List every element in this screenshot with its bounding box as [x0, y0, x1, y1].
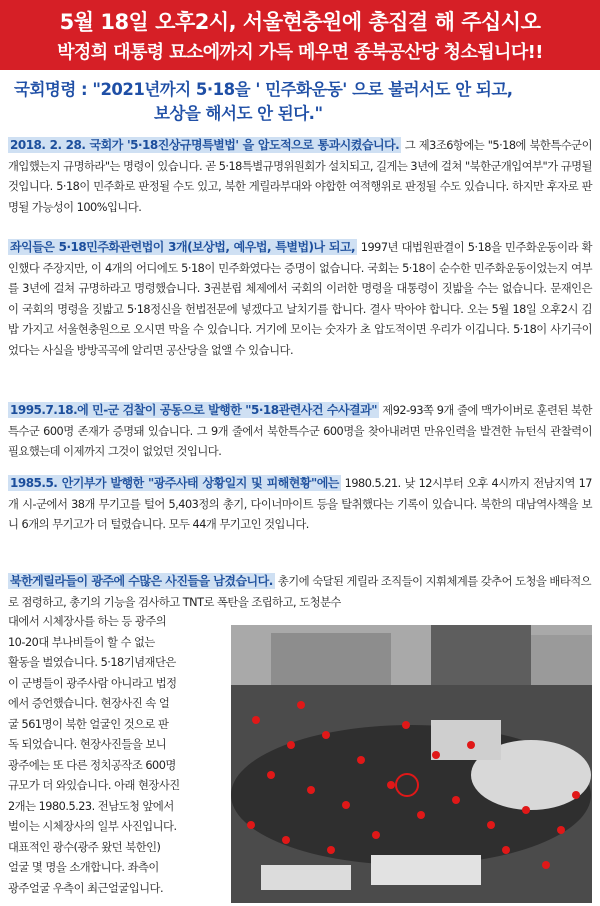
caption-line: 10-20대 부나비들이 할 수 없는: [8, 635, 155, 649]
caption-line: 대에서 시체장사를 하는 등 광주의: [8, 615, 167, 628]
caption-line: 독 되었습니다. 현장사진들을 보니: [8, 738, 167, 751]
caption-line: 에서 증언했습니다. 현장사진 속 얼: [8, 697, 170, 710]
section-4-body: 1980.5.21. 낮 12시부터 오후 4시까지 전남지역 17개 시-군에서 38개 무기고를 털어 5,403정의 총기, 다이너마이트 등을 탈취했다는 기록이 있습니다. 북한의 대남역사책을 보니 6개의 무기고가 더 털렸습니다. 모두 44개 무기고인 것입니다.: [8, 477, 592, 531]
section-1-body: 그 제3조6항에는 "5·18에 북한특수군이 개입했는지 규명하라"는 명령이 있습니다. 곧 5·18특별규명위원회가 설치되고, 길게는 3년에 걸쳐 "북한군개입여부"가 규명될 것입니다. 5·18이 민주화로 판정될 수도 있고, 북한 게릴라부대와 야합한 여적행위로 판정될 수도 있습니다. 하지만 후자로 판명될 가능성이 100%입니다.: [8, 139, 592, 214]
order-line-2: 보상을 해서도 안 된다.": [154, 104, 323, 123]
caption-line: 규모가 더 와있습니다. 아래 현장사진: [8, 779, 180, 792]
section-3-body: 제92-93쪽 9개 줄에 맥가이버로 훈련된 북한특수군 600명 존재가 증명돼 있습니다. 그 9개 줄에서 북한특수군 600명을 찾아내려면 만유인력을 발견한 뉴턴식 관찰력이 필요했는데 이제까지 그것이 없었던 것입니다.: [8, 404, 592, 458]
order-line-1: 국회명령 : "2021년까지 5·18을 ' 민주화운동' 으로 불러서도 안 되고,: [14, 80, 513, 99]
section-2-highlight: 좌익들은 5·18민주화관련법이 3개(보상법, 예우법, 특별법)나 되고,: [10, 240, 356, 254]
section-2-body: 1997년 대법원판결이 5·18을 민주화운동이라 확인했다 주장지만, 이 4개의 어디에도 5·18이 민주화였다는 증명이 없습니다. 국회는 5·18이 순수한 민주화운동이었는지 여부를 3년에 걸쳐 규명하라고 명령했습니다. 3권분립 체제에서 국회의 이러한 명령을 대통령이 짓밟을 수는 없습니다. 문재인은 이 국회의 명령을 짓밟고 5·18정신을 헌법전문에 넣겠다고 날치기를 합니다. 결사 막아야 합니다. 오는 5월 18일 오후2시 김밥 가지고 서울현충원으로 오시면 막을 수 있습니다. 거기에 모이는 숫자가 초 압도적이면 우리가 이깁니다. 5·18이 사기극이었다는 사실을 방방곡곡에 알리면 공산당을 없앨 수 있습니다.: [8, 241, 593, 357]
section-4-highlight: 1985.5. 안기부가 발행한 "광주사태 상황일지 및 피해현황"에는: [10, 476, 339, 490]
photo-caption-column: [8, 612, 226, 899]
caption-line: 얼굴 몇 명을 소개합니다. 좌측이: [8, 861, 159, 874]
section-3: [8, 400, 592, 463]
section-5-intro: 총기에 숙달된 게릴라 조직들이 지휘체계를 갖추어 도청을 배타적으로 점령하고, 총기의 기능을 검사하고 TNT로 폭탄을 조립하고, 도청분수: [8, 575, 592, 609]
section-5: [8, 571, 592, 613]
section-1: [8, 135, 592, 218]
header-subtitle: 박정희 대통령 묘소에까지 가득 메우면 종북공산당 청소됩니다!!: [57, 42, 543, 63]
caption-line: 광주에는 또 다른 정치공작조 600명: [8, 758, 176, 772]
caption-line: 벌이는 시체장사의 일부 사진입니다.: [8, 820, 177, 833]
header-banner: [0, 0, 600, 70]
assembly-order: [14, 78, 590, 126]
section-4: [8, 473, 592, 536]
caption-line: 2개는 1980.5.23. 전남도청 앞에서: [8, 799, 174, 813]
header-title: 5월 18일 오후2시, 서울현충원에 총집결 해 주십시오: [59, 10, 541, 34]
caption-line: 이 군병들이 광주사람 아니라고 법정: [8, 676, 177, 690]
caption-line: 활동을 벌였습니다. 5·18기념재단은: [8, 656, 176, 669]
section-1-highlight: 2018. 2. 28. 국회가 '5·18진상규명특별법' 을 압도적으로 통과시켰습니다.: [10, 138, 400, 152]
section-2: [8, 237, 592, 361]
crowd-photo: [231, 625, 592, 903]
crowd-photo-image: [231, 625, 592, 903]
caption-line: 대표적인 광수(광주 왔던 북한인): [8, 840, 161, 854]
caption-line: 광주얼굴 우측이 최근얼굴입니다.: [8, 881, 164, 895]
section-5-highlight: 북한게릴라들이 광주에 수많은 사진들을 남겼습니다.: [10, 574, 273, 588]
section-3-highlight: 1995.7.18.에 민-군 검찰이 공동으로 발행한 "5·18관련사건 수사결과": [10, 403, 377, 417]
caption-line: 굴 561명이 북한 얼굴인 것으로 판: [8, 717, 169, 731]
